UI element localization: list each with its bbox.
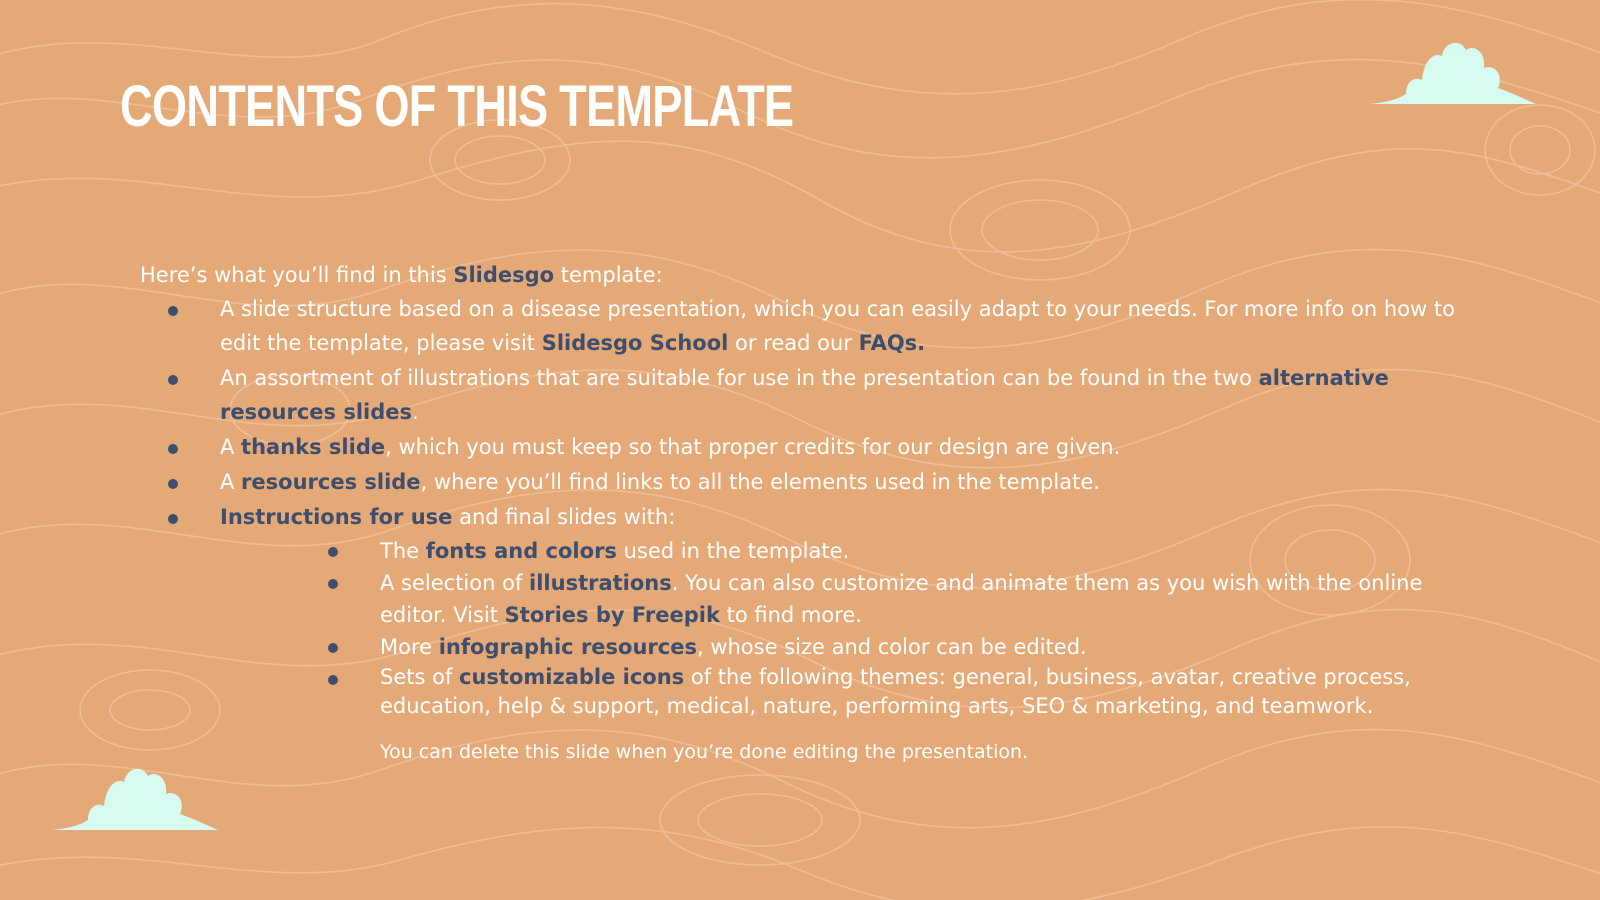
- cloud-icon: [1370, 38, 1536, 106]
- intro-post: template:: [554, 263, 663, 287]
- slidesgo-school-link[interactable]: Slidesgo School: [541, 331, 729, 355]
- intro-brand: Slidesgo: [453, 263, 555, 287]
- list-item: A resources slide, where you’ll find links to all the elements used in the template.: [140, 465, 1460, 499]
- thanks-slide-link[interactable]: thanks slide: [241, 435, 386, 459]
- list-item: A thanks slide, which you must keep so that proper credits for our design are given.: [140, 430, 1460, 464]
- bullet-icon: [168, 444, 178, 454]
- bullet-icon: [168, 514, 178, 524]
- bullet-icon: [168, 375, 178, 385]
- customizable-icons-link[interactable]: customizable icons: [459, 665, 685, 689]
- alternative-resources-link[interactable]: alternative resources slides: [220, 366, 1389, 424]
- list-item: A slide structure based on a disease presentation, which you can easily adapt to your needs. For more info on how to edit the template, please visit Slidesgo School or read our FAQs.: [140, 292, 1460, 360]
- list-item: An assortment of illustrations that are suitable for use in the presentation can be found in the two alternative resources slides.: [140, 361, 1460, 429]
- cloud-icon: [52, 764, 218, 832]
- sub-bullet-list: [140, 535, 1460, 721]
- infographic-resources-link[interactable]: infographic resources: [438, 635, 697, 659]
- delete-note: You can delete this slide when you’re done editing the presentation.: [380, 741, 1029, 763]
- sub-list-item: More infographic resources, whose size and color can be edited.: [140, 631, 1460, 663]
- fonts-colors-link[interactable]: fonts and colors: [425, 539, 617, 563]
- bullet-icon: [328, 675, 338, 685]
- bullet-icon: [328, 579, 338, 589]
- intro-pre: Here’s what you’ll find in this: [140, 263, 454, 287]
- slide-title: CONTENTS OF THIS TEMPLATE: [120, 74, 794, 139]
- bullet-icon: [168, 306, 178, 316]
- bullet-icon: [328, 643, 338, 653]
- sub-list-item: The fonts and colors used in the template.: [140, 535, 1460, 567]
- list-item: Instructions for use and final slides with:: [140, 500, 1460, 534]
- content-body: [140, 258, 1460, 767]
- bullet-list: [140, 292, 1460, 534]
- intro-text: [140, 258, 1460, 292]
- sub-list-item: A selection of illustrations. You can also customize and animate them as you wish with the online editor. Visit Stories by Freepik to find more.: [140, 567, 1460, 631]
- bullet-icon: [168, 479, 178, 489]
- resources-slide-link[interactable]: resources slide: [241, 470, 421, 494]
- instructions-link[interactable]: Instructions for use: [220, 505, 453, 529]
- sub-list-item: Sets of customizable icons of the following themes: general, business, avatar, creative process, education, help & support, medical, nature, performing arts, SEO & marketing, and teamwork.: [140, 663, 1460, 721]
- stories-by-freepik-link[interactable]: Stories by Freepik: [504, 603, 720, 627]
- illustrations-link[interactable]: illustrations: [529, 571, 672, 595]
- bullet-icon: [328, 547, 338, 557]
- faqs-link[interactable]: FAQs.: [858, 331, 926, 355]
